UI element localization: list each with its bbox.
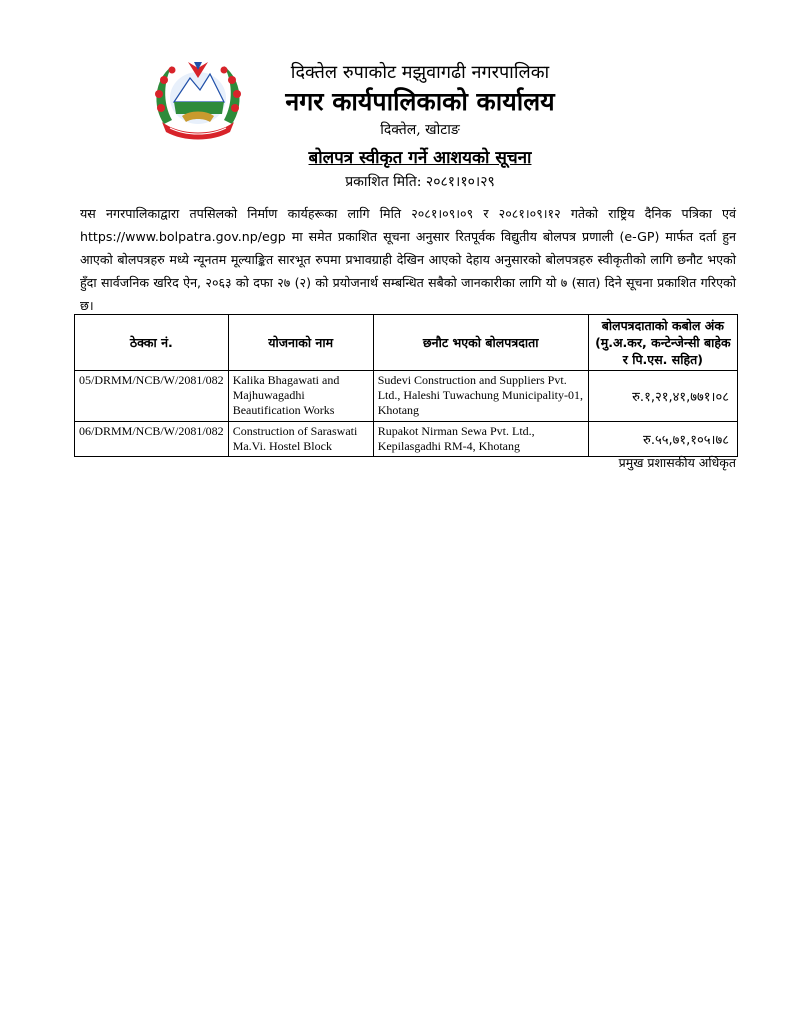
col-bid-amount: बोलपत्रदाताको कबोल अंक (मु.अ.कर, कन्टेन्जेन्सी बाहेक र पि.एस. सहित) <box>588 315 737 371</box>
bid-amount-cell: रु.५५,७१,१०५।७८ <box>588 422 737 457</box>
selected-bids-table <box>74 314 738 457</box>
bidder-cell: Rupakot Nirman Sewa Pvt. Ltd., Kepilasgadhi RM-4, Khotang <box>373 422 588 457</box>
project-name-cell: Construction of Saraswati Ma.Vi. Hostel Block <box>228 422 373 457</box>
table-row <box>75 422 738 457</box>
bid-amount-cell: रु.१,२१,४१,७७१।०८ <box>588 371 737 422</box>
published-date: प्रकाशित मिति: २०८१।१०।२९ <box>345 174 495 190</box>
bidder-cell: Sudevi Construction and Suppliers Pvt. Ltd., Haleshi Tuwachung Municipality-01, Khotang <box>373 371 588 422</box>
table-row <box>75 371 738 422</box>
table-header-row <box>75 315 738 371</box>
notice-subject: बोलपत्र स्वीकृत गर्ने आशयको सूचना <box>308 148 532 168</box>
office-address: दिक्तेल, खोटाङ <box>380 122 460 138</box>
signatory-title: प्रमुख प्रशासकीय अधिकृत <box>618 455 736 470</box>
notice-body: यस नगरपालिकाद्वारा तपसिलको निर्माण कार्यहरूका लागि मिति २०८१।०९।०९ र २०८१।०९।१२ गतेको राष्ट्रिय दैनिक पत्रिका एवं https://www.bolpatra.gov.np/egp मा समेत प्रकाशित सूचना अनुसार रितपूर्वक विद्युतीय बोलपत्र प्रणाली (e-GP) मार्फत दर्ता हुन आएको बोलपत्रहरु मध्ये न्यूनतम मूल्याङ्कित सारभूत रुपमा प्रभावग्राही देखिन आएको देहाय अनुसारको बोलपत्रहरु स्वीकृतीको लागि छनौट भएको हुँदा सार्वजनिक खरिद ऐन, २०६३ को दफा २७ (२) को प्रयोजनार्थ सम्बन्धित सबैको जानकारीका लागि यो ७ (सात) दिने सूचना प्रकाशित गरिएको छ। <box>80 206 736 313</box>
project-name-cell: Kalika Bhagawati and Majhuwagadhi Beautification Works <box>228 371 373 422</box>
col-project-name: योजनाको नाम <box>228 315 373 371</box>
col-selected-bidder: छनौट भएको बोलपत्रदाता <box>373 315 588 371</box>
office-title: नगर कार्यपालिकाको कार्यालय <box>285 87 555 116</box>
municipality-name: दिक्तेल रुपाकोट मझुवागढी नगरपालिका <box>290 62 550 83</box>
contract-no-cell: 05/DRMM/NCB/W/2081/082 <box>75 371 229 422</box>
contract-no-cell: 06/DRMM/NCB/W/2081/082 <box>75 422 229 457</box>
col-contract-no: ठेक्का नं. <box>75 315 229 371</box>
